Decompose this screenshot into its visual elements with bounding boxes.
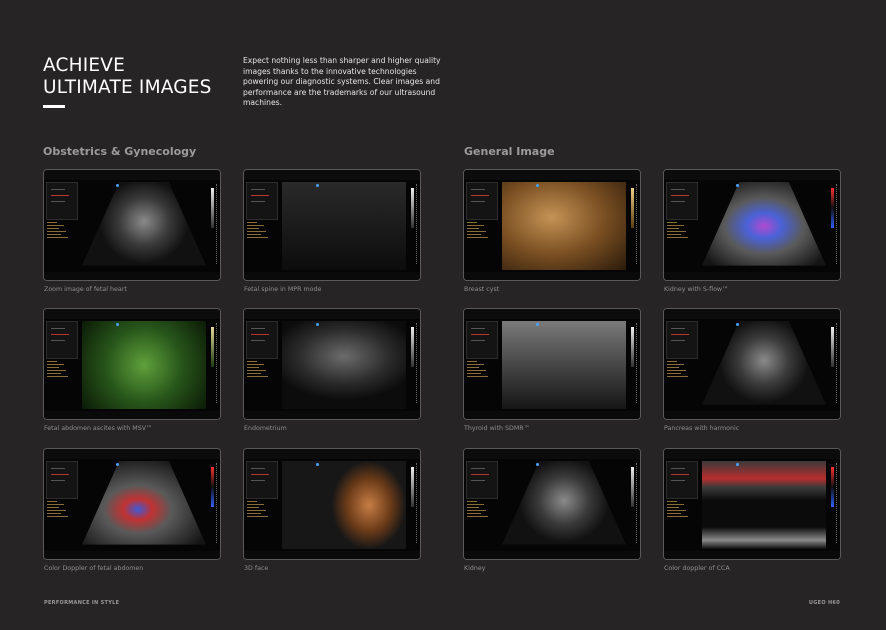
tile-readout	[47, 361, 69, 379]
footer-left: PERFORMANCE IN STYLE	[44, 600, 120, 606]
tile-menu-line	[671, 474, 689, 475]
tile-menu-line	[671, 201, 685, 202]
ultrasound-image-12	[663, 448, 841, 560]
orientation-marker-icon	[116, 323, 119, 326]
depth-ruler	[836, 323, 838, 403]
tile-side-menu	[466, 182, 498, 220]
orientation-marker-icon	[736, 184, 739, 187]
intro-paragraph: Expect nothing less than sharper and higher quality images thanks to the innovative technologies powering our diagnostic systems. Clear images and performance are the trademarks of our ultrasound machines.	[243, 56, 441, 107]
gray-scale-bar	[411, 327, 414, 367]
tile-readout	[47, 222, 69, 240]
title-line-2: ULTIMATE IMAGES	[43, 77, 212, 98]
ultrasound-image-10	[243, 448, 421, 560]
tile-menu-line	[251, 328, 265, 329]
orientation-marker-icon	[536, 323, 539, 326]
tile-header-strip	[464, 170, 640, 180]
tile-menu-line	[471, 474, 489, 475]
gray-scale-bar	[411, 188, 414, 228]
tile-side-menu	[666, 321, 698, 359]
title-line-1: ACHIEVE	[43, 55, 126, 76]
orientation-marker-icon	[316, 184, 319, 187]
gray-scale-bar	[831, 327, 834, 367]
tile-side-menu	[466, 461, 498, 499]
tile-menu-line	[471, 189, 485, 190]
tile-status-bar	[244, 551, 420, 559]
tile-header-strip	[44, 449, 220, 459]
orientation-marker-icon	[316, 323, 319, 326]
image-caption: Color Doppler of fetal abdomen	[44, 565, 144, 572]
tile-header-strip	[244, 309, 420, 319]
tile-menu-line	[671, 195, 689, 196]
depth-ruler	[216, 323, 218, 403]
tile-menu-line	[471, 201, 485, 202]
tile-header-strip	[664, 170, 840, 180]
ultrasound-scan	[502, 321, 626, 409]
image-caption: Endometrium	[244, 425, 287, 432]
tile-side-menu	[246, 321, 278, 359]
ultrasound-scan	[82, 461, 206, 549]
gray-scale-bar	[211, 327, 214, 367]
section-title-general: General Image	[464, 145, 555, 158]
tile-header-strip	[464, 449, 640, 459]
image-caption: 3D face	[244, 565, 269, 572]
tile-readout	[467, 361, 489, 379]
image-caption: Fetal spine in MPR mode	[244, 286, 322, 293]
tile-side-menu	[46, 461, 78, 499]
tile-menu-line	[471, 480, 485, 481]
tile-status-bar	[664, 272, 840, 280]
tile-header-strip	[464, 309, 640, 319]
tile-menu-line	[51, 195, 69, 196]
tile-menu-line	[51, 328, 65, 329]
tile-status-bar	[244, 272, 420, 280]
image-caption: Fetal abdomen ascites with MSV™	[44, 425, 153, 432]
ultrasound-image-5	[43, 308, 221, 420]
tile-menu-line	[251, 195, 269, 196]
ultrasound-scan	[702, 321, 826, 409]
tile-menu-line	[671, 328, 685, 329]
depth-ruler	[636, 184, 638, 264]
footer-right: UGEO H60	[808, 600, 840, 606]
depth-ruler	[416, 184, 418, 264]
tile-side-menu	[666, 461, 698, 499]
ultrasound-image-7	[463, 308, 641, 420]
tile-menu-line	[51, 474, 69, 475]
tile-menu-line	[251, 201, 265, 202]
tile-header-strip	[44, 170, 220, 180]
tile-menu-line	[471, 195, 489, 196]
image-caption: Zoom image of fetal heart	[44, 286, 127, 293]
ultrasound-image-1	[43, 169, 221, 281]
tile-menu-line	[251, 480, 265, 481]
ultrasound-image-2	[243, 169, 421, 281]
tile-menu-line	[51, 468, 65, 469]
depth-ruler	[836, 463, 838, 543]
tile-menu-line	[471, 468, 485, 469]
tile-menu-line	[251, 474, 269, 475]
tile-menu-line	[671, 468, 685, 469]
tile-readout	[667, 361, 689, 379]
orientation-marker-icon	[116, 463, 119, 466]
ultrasound-image-8	[663, 308, 841, 420]
tile-side-menu	[46, 182, 78, 220]
ultrasound-scan	[282, 182, 406, 270]
tile-menu-line	[671, 340, 685, 341]
tile-menu-line	[471, 328, 485, 329]
gray-scale-bar	[631, 188, 634, 228]
tile-header-strip	[44, 309, 220, 319]
depth-ruler	[636, 323, 638, 403]
tile-readout	[247, 222, 269, 240]
page-title	[43, 55, 212, 99]
orientation-marker-icon	[536, 463, 539, 466]
ultrasound-scan	[82, 182, 206, 270]
tile-menu-line	[671, 189, 685, 190]
depth-ruler	[416, 323, 418, 403]
image-caption: Pancreas with harmonic	[664, 425, 740, 432]
orientation-marker-icon	[736, 463, 739, 466]
tile-readout	[467, 501, 489, 519]
tile-menu-line	[51, 480, 65, 481]
image-caption: Breast cyst	[464, 286, 500, 293]
tile-status-bar	[664, 551, 840, 559]
tile-side-menu	[666, 182, 698, 220]
ultrasound-image-3	[463, 169, 641, 281]
tile-header-strip	[664, 449, 840, 459]
orientation-marker-icon	[736, 323, 739, 326]
ultrasound-scan	[282, 461, 406, 549]
depth-ruler	[636, 463, 638, 543]
tile-menu-line	[671, 334, 689, 335]
gray-scale-bar	[411, 467, 414, 507]
depth-ruler	[216, 184, 218, 264]
tile-readout	[247, 501, 269, 519]
gray-scale-bar	[631, 467, 634, 507]
tile-side-menu	[246, 461, 278, 499]
tile-status-bar	[44, 411, 220, 419]
ultrasound-image-4	[663, 169, 841, 281]
orientation-marker-icon	[116, 184, 119, 187]
tile-menu-line	[671, 480, 685, 481]
tile-readout	[467, 222, 489, 240]
image-caption: Thyroid with SDMR™	[464, 425, 530, 432]
image-caption: Kidney	[464, 565, 486, 572]
tile-readout	[667, 501, 689, 519]
tile-header-strip	[664, 309, 840, 319]
tile-status-bar	[244, 411, 420, 419]
ultrasound-scan	[502, 461, 626, 549]
tile-menu-line	[51, 340, 65, 341]
tile-menu-line	[51, 201, 65, 202]
tile-menu-line	[251, 468, 265, 469]
gray-scale-bar	[831, 188, 834, 228]
tile-menu-line	[251, 340, 265, 341]
section-title-obgyn: Obstetrics & Gynecology	[43, 145, 197, 158]
ultrasound-scan	[702, 461, 826, 549]
tile-status-bar	[664, 411, 840, 419]
tile-menu-line	[471, 340, 485, 341]
image-caption: Kidney with S-flow™	[664, 286, 729, 293]
gray-scale-bar	[631, 327, 634, 367]
tile-side-menu	[246, 182, 278, 220]
title-underline	[43, 105, 65, 108]
depth-ruler	[836, 184, 838, 264]
tile-status-bar	[44, 272, 220, 280]
tile-side-menu	[466, 321, 498, 359]
gray-scale-bar	[211, 467, 214, 507]
ultrasound-image-6	[243, 308, 421, 420]
tile-side-menu	[46, 321, 78, 359]
tile-readout	[667, 222, 689, 240]
tile-menu-line	[251, 189, 265, 190]
tile-header-strip	[244, 170, 420, 180]
tile-readout	[247, 361, 269, 379]
tile-status-bar	[464, 551, 640, 559]
tile-status-bar	[464, 272, 640, 280]
gray-scale-bar	[211, 188, 214, 228]
orientation-marker-icon	[316, 463, 319, 466]
depth-ruler	[416, 463, 418, 543]
image-caption: Color doppler of CCA	[664, 565, 730, 572]
ultrasound-image-9	[43, 448, 221, 560]
tile-status-bar	[464, 411, 640, 419]
tile-menu-line	[471, 334, 489, 335]
ultrasound-scan	[702, 182, 826, 270]
ultrasound-scan	[282, 321, 406, 409]
depth-ruler	[216, 463, 218, 543]
tile-menu-line	[51, 189, 65, 190]
ultrasound-image-11	[463, 448, 641, 560]
tile-readout	[47, 501, 69, 519]
ultrasound-scan	[502, 182, 626, 270]
orientation-marker-icon	[536, 184, 539, 187]
tile-header-strip	[244, 449, 420, 459]
ultrasound-scan	[82, 321, 206, 409]
gray-scale-bar	[831, 467, 834, 507]
tile-menu-line	[251, 334, 269, 335]
tile-menu-line	[51, 334, 69, 335]
tile-status-bar	[44, 551, 220, 559]
